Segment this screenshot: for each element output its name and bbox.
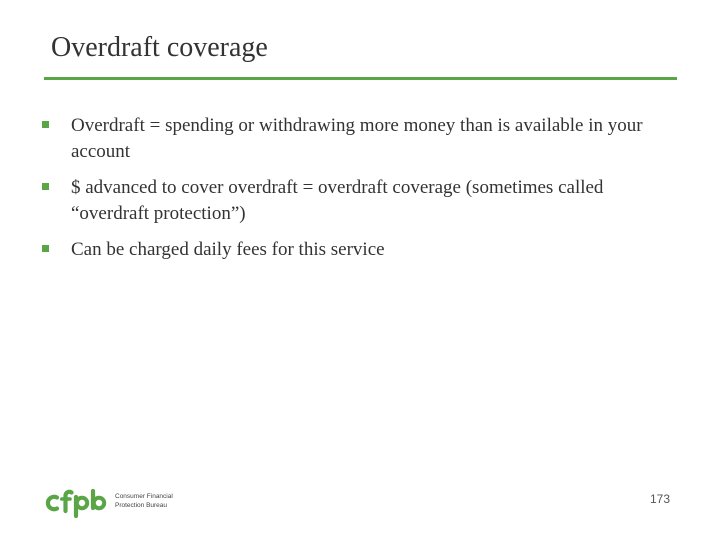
bullet-item bbox=[42, 113, 672, 165]
square-bullet-icon bbox=[42, 183, 49, 190]
logo-caption bbox=[115, 492, 173, 510]
title-divider bbox=[44, 77, 677, 80]
bullet-text: $ advanced to cover overdraft = overdraft coverage (sometimes called “overdraft protection”) bbox=[71, 177, 604, 224]
square-bullet-icon bbox=[42, 121, 49, 128]
bullet-item bbox=[42, 237, 672, 263]
bullet-text: Overdraft = spending or withdrawing more money than is available in your account bbox=[71, 115, 643, 162]
cfpb-logo bbox=[44, 488, 184, 518]
logo-caption-line: Consumer Financial bbox=[115, 493, 173, 500]
logo-caption-line: Protection Bureau bbox=[115, 502, 168, 509]
slide-title: Overdraft coverage bbox=[51, 32, 268, 63]
page-number: 173 bbox=[649, 492, 670, 506]
bullet-list bbox=[42, 113, 672, 273]
cfpb-wordmark-icon bbox=[44, 488, 110, 518]
bullet-text: Can be charged daily fees for this service bbox=[71, 239, 385, 260]
square-bullet-icon bbox=[42, 245, 49, 252]
bullet-item bbox=[42, 175, 672, 227]
